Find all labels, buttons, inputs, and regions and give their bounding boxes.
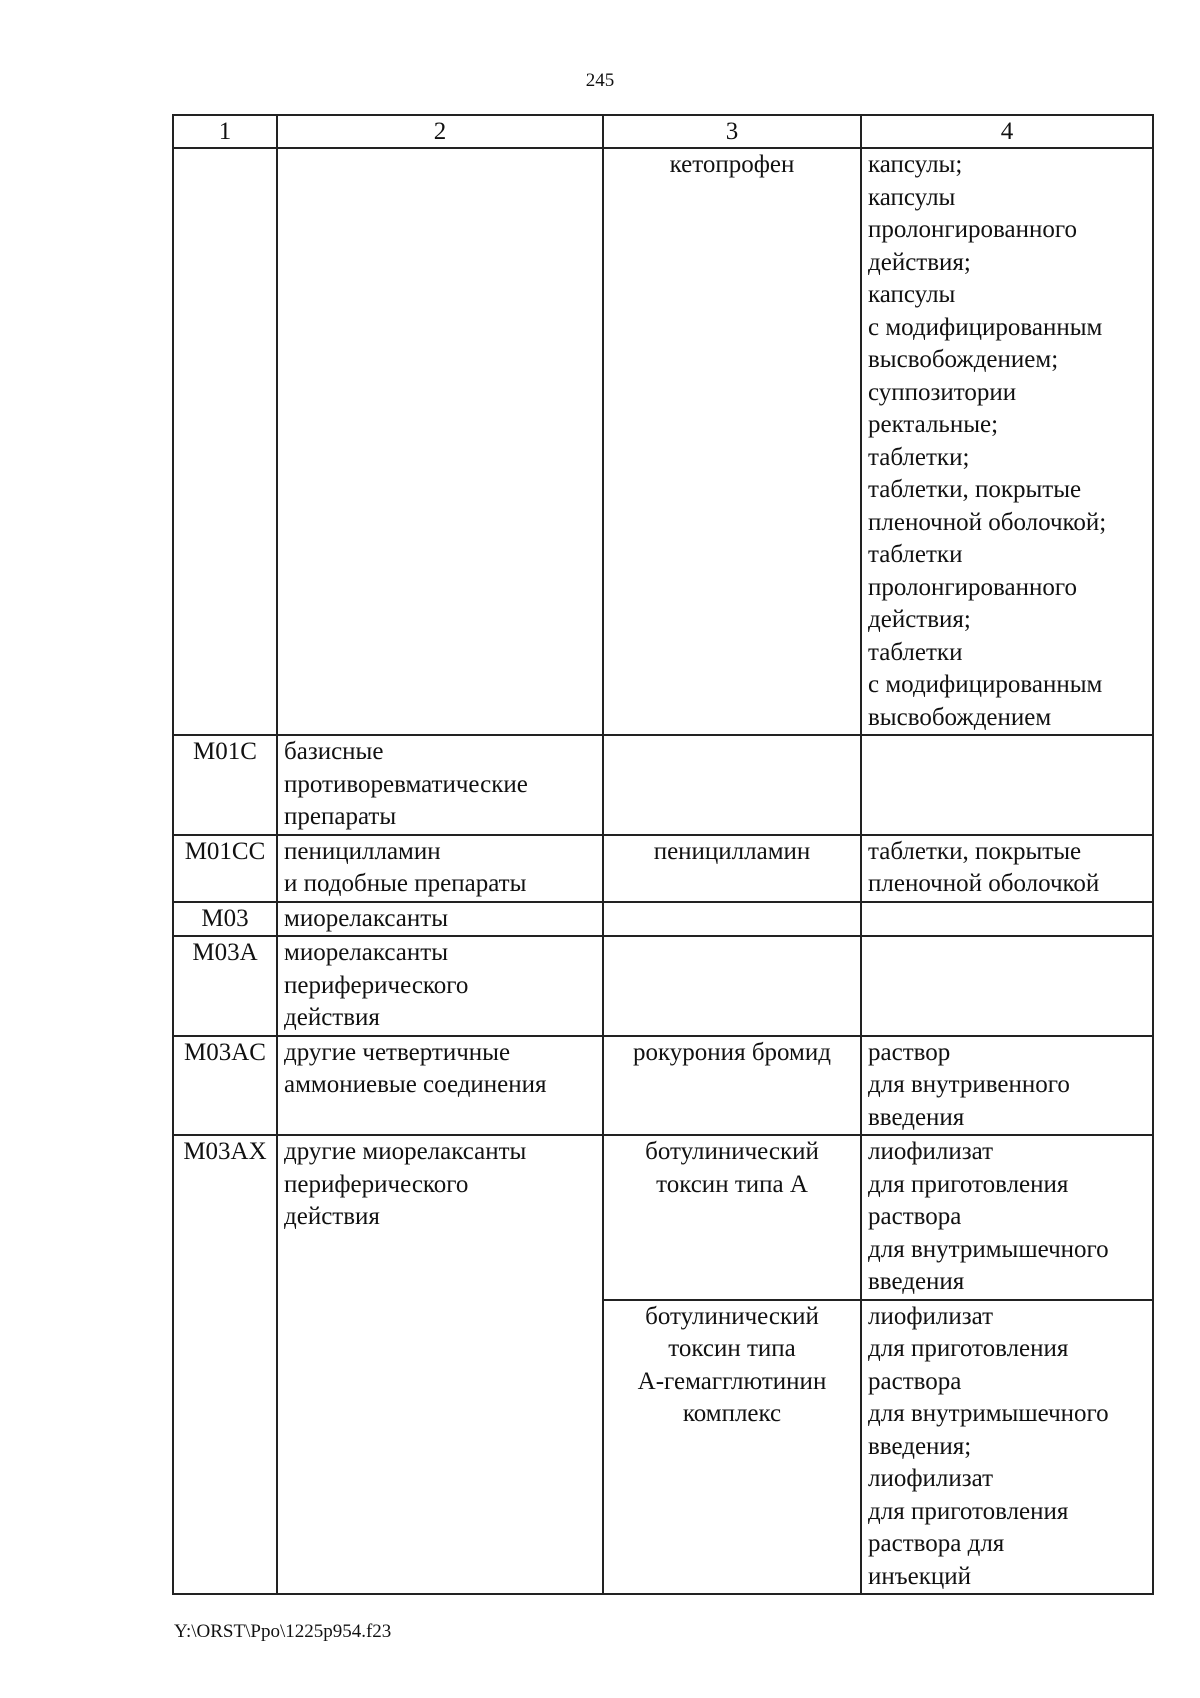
column-number-3: 3 [603,115,861,148]
anatomical-group: другие четвертичные аммониевые соединения [277,1036,603,1136]
dosage-form: раствор для внутривенного введения [861,1036,1153,1136]
anatomical-group: миорелаксанты периферического действия [277,936,603,1036]
atc-code: M03A [173,936,277,1036]
dosage-form: таблетки, покрытые пленочной оболочкой [861,835,1153,902]
table-header-row [173,115,1153,148]
drug-name [603,735,861,835]
anatomical-group: пеницилламин и подобные препараты [277,835,603,902]
drug-name: ботулинический токсин типа A-гемагглютинин комплекс [603,1300,861,1595]
table-row [173,735,1153,835]
anatomical-group: базисные противоревматические препараты [277,735,603,835]
table-row [173,936,1153,1036]
dosage-form: лиофилизат для приготовления раствора для внутримышечного введения; лиофилизат для приготовления раствора для инъекций [861,1300,1153,1595]
drug-table [172,114,1154,1595]
table-row [173,148,1153,735]
atc-code [173,148,277,735]
atc-code: M01C [173,735,277,835]
anatomical-group [277,148,603,735]
dosage-form [861,735,1153,835]
column-number-1: 1 [173,115,277,148]
table-row [173,1135,1153,1300]
table-row [173,835,1153,902]
page-number: 245 [585,70,615,91]
anatomical-group: миорелаксанты [277,902,603,937]
table-row [173,1036,1153,1136]
dosage-form: капсулы; капсулы пролонгированного действия; капсулы с модифицированным высвобождением; суппозитории ректальные; таблетки; таблетки, покрытые пленочной оболочкой; таблетки пролонгированного действия; таблетки с модифицированным высвобождением [861,148,1153,735]
dosage-form: лиофилизат для приготовления раствора для внутримышечного введения [861,1135,1153,1300]
atc-code: M03AX [173,1135,277,1594]
dosage-form [861,902,1153,937]
atc-code: M01CC [173,835,277,902]
anatomical-group: другие миорелаксанты периферического действия [277,1135,603,1594]
drug-name: кетопрофен [603,148,861,735]
atc-code: M03AC [173,1036,277,1136]
dosage-form [861,936,1153,1036]
file-path-footer: Y:\ORST\Ppo\1225p954.f23 [174,1621,392,1642]
drug-name: рокурония бромид [603,1036,861,1136]
drug-name [603,902,861,937]
atc-code: M03 [173,902,277,937]
drug-name: ботулинический токсин типа A [603,1135,861,1300]
column-number-2: 2 [277,115,603,148]
column-number-4: 4 [861,115,1153,148]
drug-name: пеницилламин [603,835,861,902]
drug-name [603,936,861,1036]
table-row [173,902,1153,937]
